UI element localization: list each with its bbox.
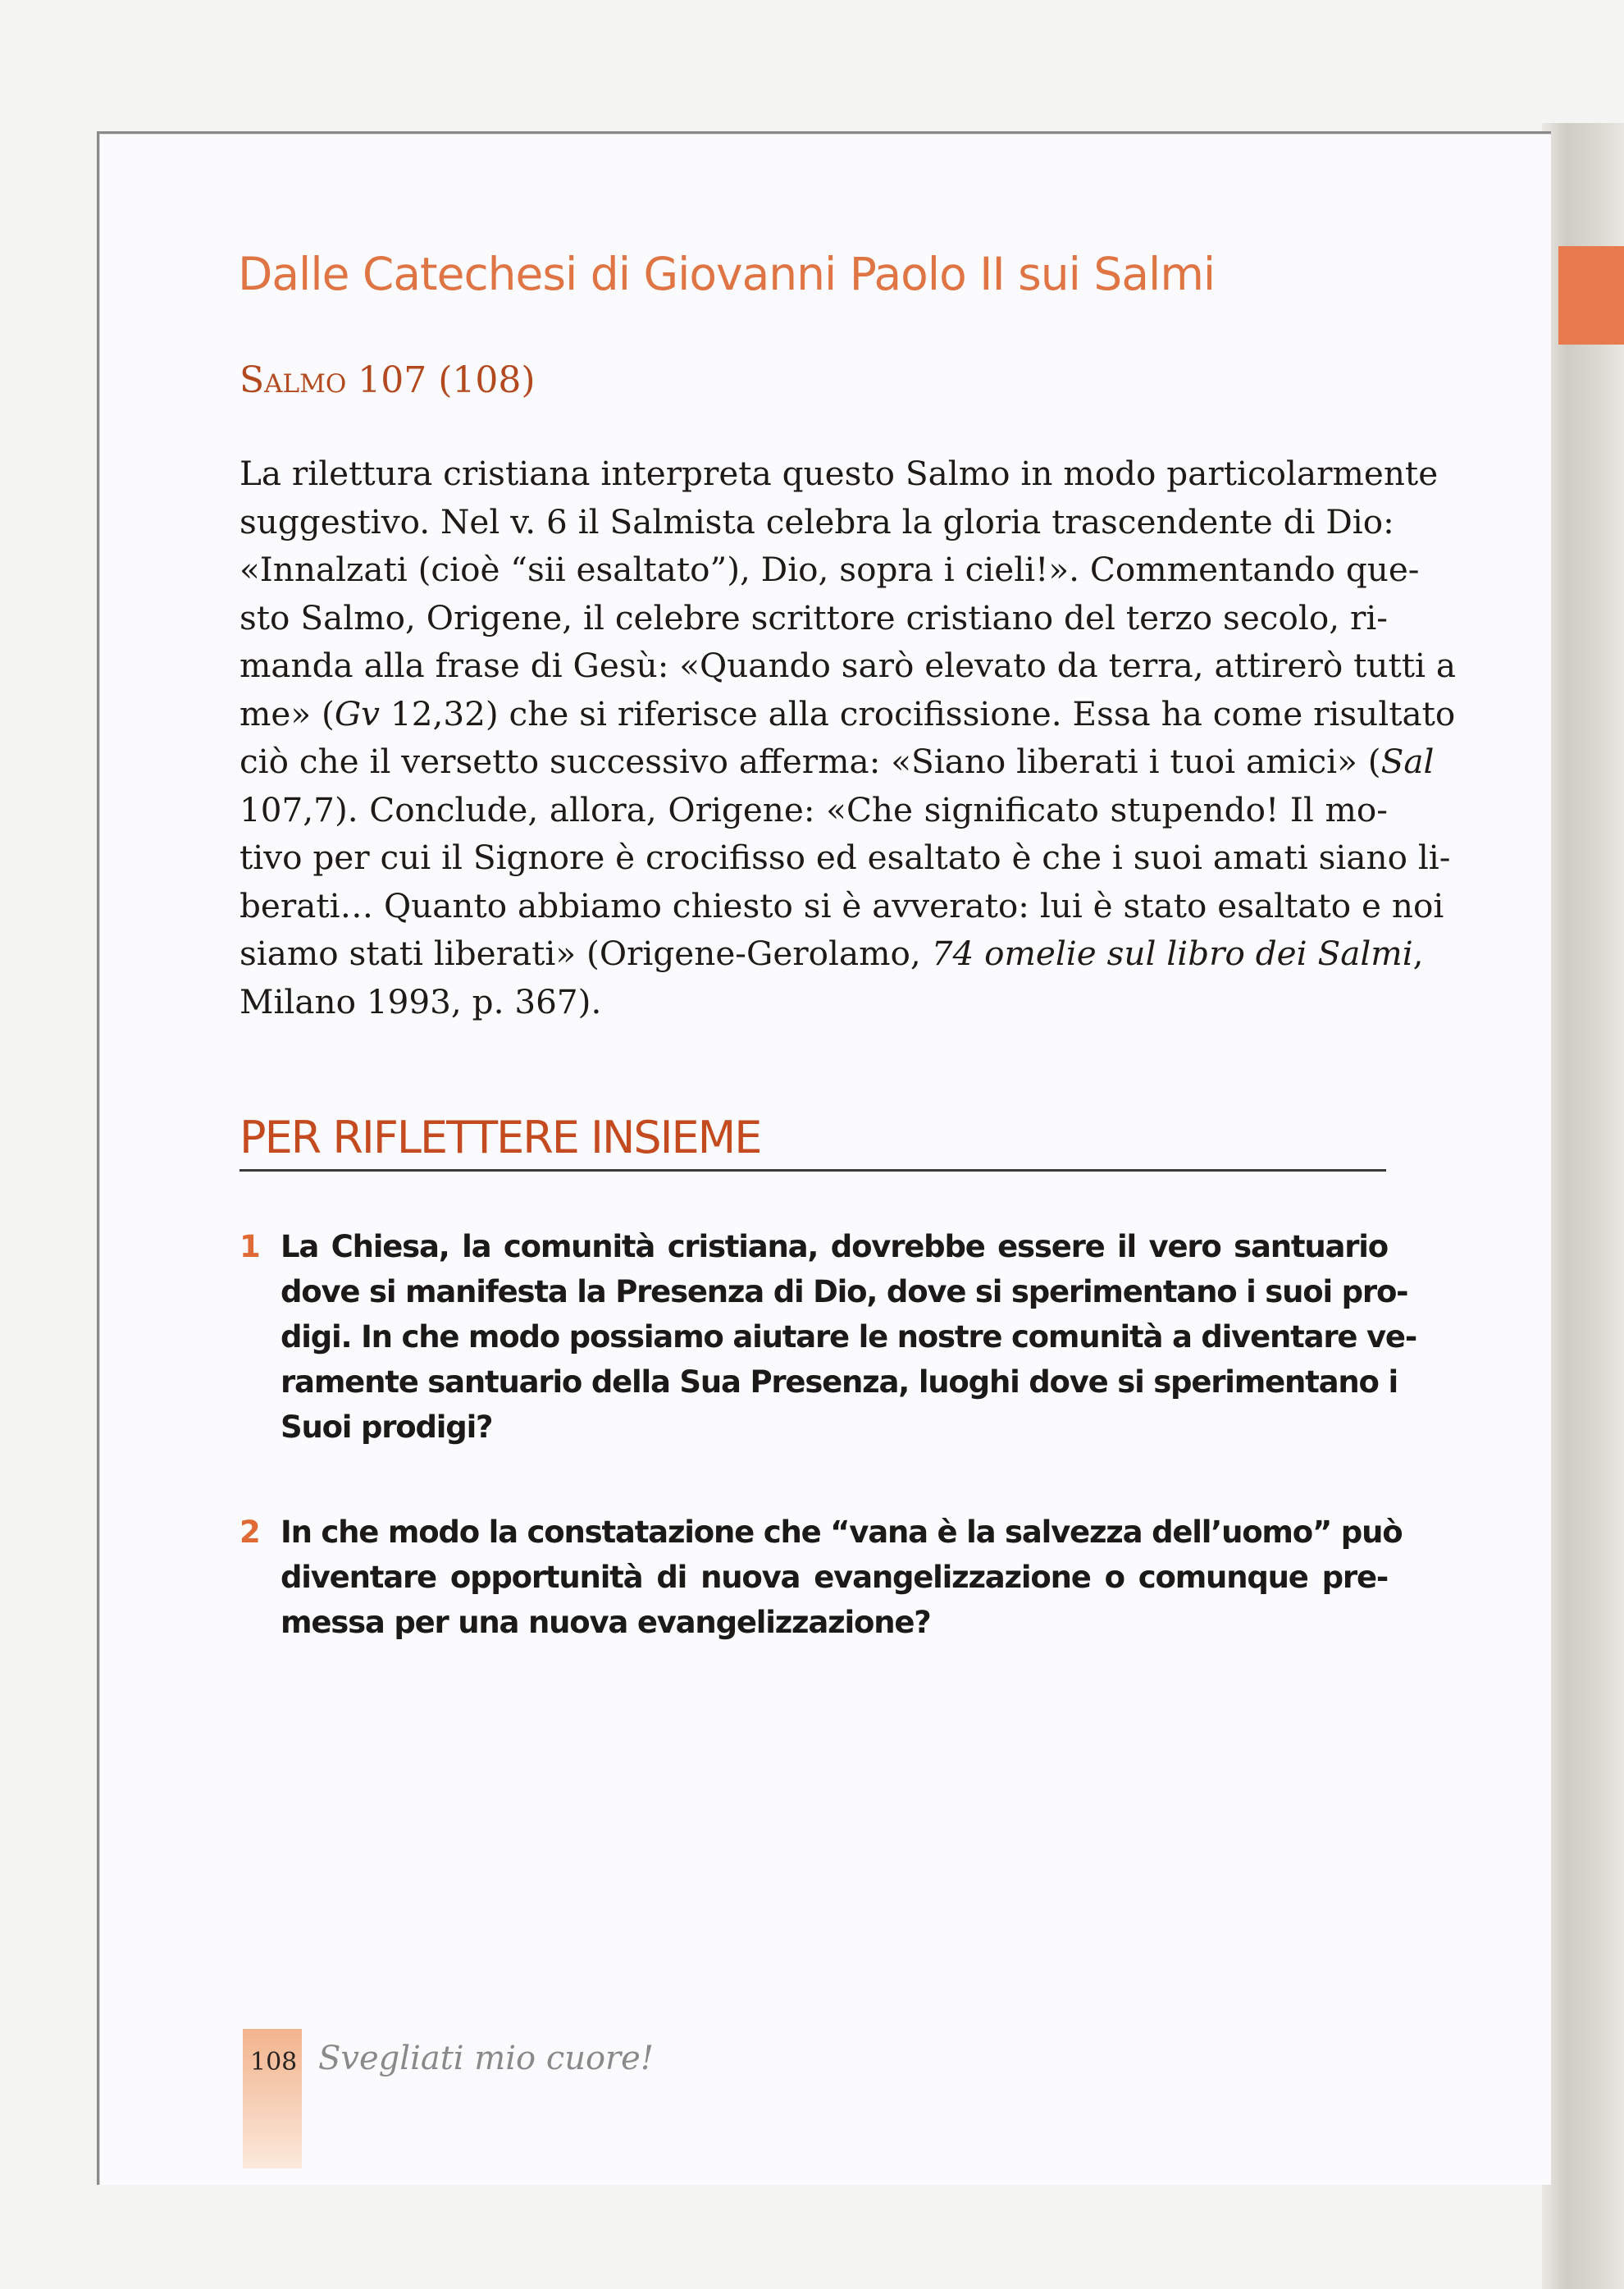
page-number: 108 [250,2048,298,2077]
text-run: ciò che il versetto successivo afferma: «Siano liberati i tuoi amici» ( [239,742,1381,781]
italic-citation: Gv [334,693,381,733]
commentary-paragraph [239,450,1456,1026]
text-run: , [1412,934,1424,973]
text-line: tivo per cui il Signore è crocifisso ed esaltato è che i suoi amati siano li- [239,838,1451,877]
question-number: 2 [239,1515,261,1550]
question-line: messa per una nuova evangelizzazione? [281,1605,931,1640]
section-divider [239,1169,1386,1172]
italic-citation: 74 omelie sul libro dei Salmi [931,934,1413,973]
text-run: 12,32) che si riferisce alla crocifissione. Essa ha come risultato [380,693,1456,733]
question-1 [239,1224,1416,1450]
italic-citation: Sal [1380,742,1435,781]
chapter-tab-marker [1558,246,1624,345]
question-2 [239,1510,1403,1645]
question-line: Suoi prodigi? [281,1409,493,1445]
text-run: siamo stati liberati» (Origene-Gerolamo, [239,934,932,973]
text-line: 107,7). Conclude, allora, Origene: «Che significato stupendo! Il mo- [239,789,1388,829]
book-gutter [1542,123,1624,2289]
question-line: dove si manifesta la Presenza di Dio, dove si sperimentano i suoi pro- [281,1274,1408,1309]
text-line: Milano 1993, p. 367). [239,981,602,1021]
text-line: sto Salmo, Origene, il celebre scrittore cristiano del terzo secolo, ri- [239,597,1388,637]
page-heading: Dalle Catechesi di Giovanni Paolo II sui Salmi [238,248,1216,300]
text-line: berati… Quanto abbiamo chiesto si è avverato: lui è stato esaltato e noi [239,885,1444,925]
text-line [239,738,1435,786]
question-line: ramente santuario della Sua Presenza, luoghi dove si sperimentano i [281,1364,1398,1400]
text-line [239,930,1424,978]
psalm-label: Salmo 107 (108) [239,359,536,401]
text-line [239,690,1456,738]
question-line: diventare opportunità di nuova evangelizzazione o comunque pre- [281,1560,1388,1595]
question-number: 1 [239,1229,261,1264]
question-line: digi. In che modo possiamo aiutare le nostre comunità a diventare ve- [281,1319,1416,1355]
text-line: manda alla frase di Gesù: «Quando sarò elevato da terra, attirerò tutti a [239,646,1456,685]
question-line: In che modo la constatazione che “vana è la salvezza dell’uomo” può [281,1515,1403,1550]
section-title: PER RIFLETTERE INSIEME [239,1112,761,1163]
text-line: suggestivo. Nel v. 6 il Salmista celebra la gloria trascendente di Dio: [239,501,1394,541]
running-title: Svegliati mio cuore! [318,2040,654,2077]
question-line: La Chiesa, la comunità cristiana, dovrebbe essere il vero santuario [281,1229,1388,1264]
text-run: me» ( [239,693,335,733]
text-line: La rilettura cristiana interpreta questo Salmo in modo particolarmente [239,454,1439,493]
text-line: «Innalzati (cioè “sii esaltato”), Dio, sopra i cieli!». Commentando que- [239,550,1420,589]
